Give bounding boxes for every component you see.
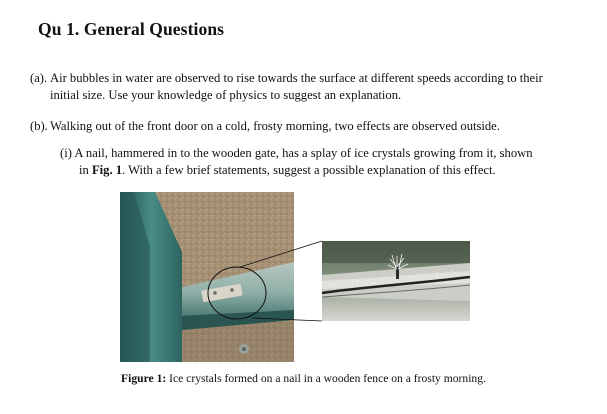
question-b-label: (b). (30, 119, 48, 133)
question-a-line1: Air bubbles in water are observed to rise towards the surface at different speeds according to their (50, 71, 543, 85)
gate-photo-image (120, 192, 294, 362)
question-a-label: (a). (30, 71, 48, 85)
question-b (30, 118, 585, 135)
figure-caption (0, 372, 607, 385)
question-heading: Qu 1. General Questions (38, 19, 225, 39)
ice-crystals-zoom-image (322, 241, 470, 321)
question-a-line2: initial size. Use your knowledge of physics to suggest an explanation. (50, 87, 402, 102)
figure-reference: Fig. 1 (91, 162, 123, 177)
figure-caption-text: Ice crystals formed on a nail in a wooden fence on a frosty morning. (166, 372, 486, 385)
question-b-i-line2-pre: in (79, 162, 92, 177)
question-b-text: Walking out of the front door on a cold, frosty morning, two effects are observed outside. (50, 119, 500, 133)
figure-caption-label: Figure 1: (121, 372, 167, 385)
gate-photo (120, 192, 294, 362)
question-b-i-label: (i) (60, 146, 72, 160)
ice-crystals-zoom-photo (322, 241, 470, 321)
question-a (30, 70, 585, 103)
question-b-i-line1: A nail, hammered in to the wooden gate, has a splay of ice crystals growing from it, shown (74, 146, 533, 160)
question-b-i-line2-post: . With a few brief statements, suggest a possible explanation of this effect. (122, 162, 496, 177)
question-b-i (60, 145, 585, 178)
